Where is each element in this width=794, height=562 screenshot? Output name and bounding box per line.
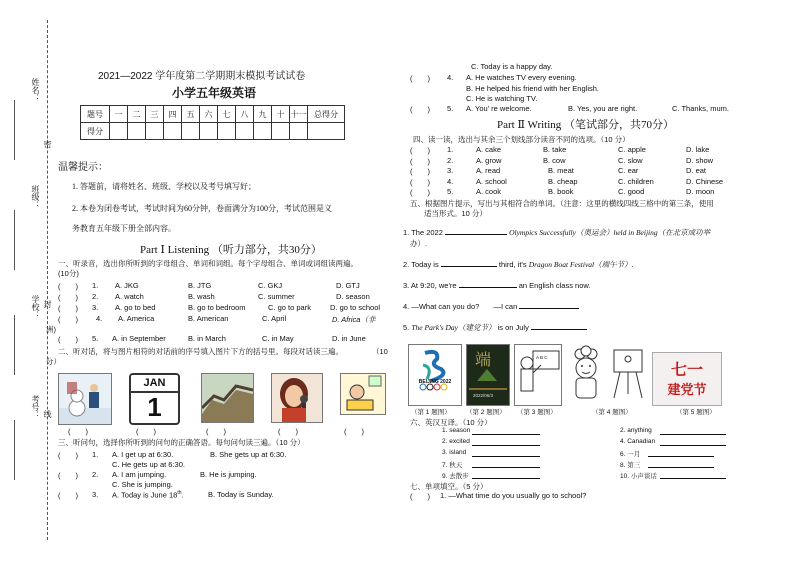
option-b: B. cheap	[548, 177, 578, 186]
q-num: 5.	[447, 187, 454, 196]
option-a	[112, 490, 184, 500]
binding-margin	[0, 0, 60, 562]
zongzi-icon	[467, 345, 509, 395]
easel-picture	[610, 344, 646, 404]
s5-l5-mid: The Park's Day（建党节）	[411, 323, 496, 332]
translate-prompt: 2. excited	[442, 438, 470, 445]
translate-prompt: 6. 一月	[620, 451, 641, 458]
answer-paren[interactable]: ( )	[58, 335, 78, 344]
option-a: A. I am jumping.	[112, 470, 167, 479]
exam-subtitle: 小学五年级英语	[172, 86, 257, 100]
chef-icon	[566, 344, 606, 404]
reading-icon	[341, 374, 385, 414]
option-a: A. grow	[476, 156, 502, 165]
easel-icon	[610, 344, 646, 404]
option-d: D. go to school	[330, 303, 381, 312]
snowman-picture	[58, 373, 112, 425]
name-line	[14, 100, 16, 160]
translate-item	[442, 438, 470, 445]
score-cell: 四	[164, 106, 182, 123]
s7-question-1: 1. —What time do you usually go to school?	[440, 491, 587, 500]
option-c: C. Thanks, mum.	[672, 104, 729, 113]
option-a: A. go to bed	[115, 303, 156, 312]
option-c: C. in May	[262, 334, 294, 343]
s5-l2-start: 2. Today is	[403, 260, 439, 269]
option-d: D. show	[686, 156, 714, 165]
option-c: C. ear	[618, 166, 639, 175]
wrap-text: 洲)	[46, 325, 56, 334]
answer-paren[interactable]: ( )	[410, 74, 430, 83]
class-label: 班级：	[31, 185, 40, 209]
picture-answer-paren[interactable]: ( )	[206, 427, 226, 436]
q-num: 1.	[447, 145, 454, 154]
tip-2: 2. 本卷为闭卷考试，考试时间为60分钟，卷面满分为100分，考试范围是义	[72, 204, 332, 213]
score-entry[interactable]	[200, 123, 218, 140]
score-cell: 六	[200, 106, 218, 123]
option-b: B. book	[548, 187, 574, 196]
seal-char-3: 线	[43, 410, 52, 418]
answer-blank[interactable]	[531, 329, 587, 330]
calendar-day: 1	[147, 392, 162, 422]
q-num: 1.	[92, 450, 99, 459]
answer-blank[interactable]	[472, 445, 540, 446]
party-day-title: 七一	[670, 360, 703, 379]
score-cell: 九	[254, 106, 272, 123]
score-value-row	[81, 123, 345, 140]
q-num: 3.	[92, 303, 99, 312]
option-a: A. I get up at 6:30.	[112, 450, 174, 459]
q-num: 2.	[92, 292, 99, 301]
option-d: D. Chinese	[686, 177, 724, 186]
option-c: C. He is watching TV.	[466, 94, 538, 103]
part1-title: Part Ⅰ Listening （听力部分，共30分）	[140, 244, 322, 256]
answer-paren[interactable]: ( )	[58, 293, 78, 302]
svg-text:端: 端	[475, 350, 492, 369]
option-d: D. in June	[332, 334, 366, 343]
score-entry[interactable]	[254, 123, 272, 140]
exam-title: 2021—2022 学年度第二学期期末模拟考试试卷	[98, 71, 306, 82]
option-b: B. wash	[188, 292, 215, 301]
score-entry[interactable]	[110, 123, 128, 140]
q-num: 4.	[96, 314, 103, 323]
option-c: C. April	[262, 314, 287, 323]
ordinal-suffix: th	[177, 490, 182, 496]
option-a: A. in September	[112, 334, 166, 343]
score-entry[interactable]	[290, 123, 308, 140]
option-b: B. Today is Sunday.	[208, 490, 274, 499]
score-cell: 三	[146, 106, 164, 123]
option-b: B. American	[188, 314, 229, 323]
q-num: 5.	[447, 104, 454, 113]
score-cell: 总得分	[308, 106, 345, 123]
option-d: D. GTJ	[336, 281, 360, 290]
translate-prompt: 7. 秋天	[442, 462, 463, 469]
s2-title: 二、听对话，将与图片相符的对话前的序号填入图片下方的括号里。每段对话读三遍。	[58, 347, 343, 356]
s5-l4-mid: —I can	[493, 302, 518, 311]
s5-l3-rest: an English class now.	[518, 281, 591, 290]
score-cell: 五	[182, 106, 200, 123]
option-d: D. moon	[686, 187, 715, 196]
answer-blank[interactable]	[648, 467, 714, 468]
option-c: C. She is jumping.	[112, 480, 173, 489]
picture-caption: （第 3 题图）	[517, 409, 557, 416]
option-a: A. You’ re welcome.	[466, 104, 532, 113]
picture-caption: （第 2 题图）	[466, 409, 506, 416]
great-wall-icon	[202, 374, 253, 422]
olympics-picture	[408, 344, 462, 406]
translate-item	[442, 460, 462, 469]
answer-blank[interactable]	[472, 456, 540, 457]
option-b: B. cow	[543, 156, 566, 165]
translate-item	[442, 449, 466, 456]
option-a: A. JKG	[115, 281, 139, 290]
option-d: D. Africa（非	[332, 315, 376, 324]
translate-prompt: 3. island	[442, 449, 467, 456]
class-line	[14, 210, 16, 270]
option-c: C. Today is a happy day.	[471, 62, 553, 71]
s5-l2-rest: Dragon Boat Festival（端午节）.	[528, 260, 634, 269]
answer-paren[interactable]: ( )	[410, 492, 430, 501]
option-c: C. go to park	[268, 303, 311, 312]
answer-blank[interactable]	[648, 456, 714, 457]
s5-l2-mid: third, it's	[498, 260, 527, 269]
seal-line	[47, 20, 48, 540]
answer-paren[interactable]: ( )	[58, 491, 78, 500]
great-wall-picture	[201, 373, 254, 423]
score-cell: 八	[236, 106, 254, 123]
answer-paren[interactable]: ( )	[58, 315, 78, 324]
q-num: 3.	[92, 490, 99, 499]
score-cell: 十一	[290, 106, 308, 123]
answer-blank[interactable]	[459, 287, 517, 288]
option-d: D. lake	[686, 145, 710, 154]
s4-title: 四、读一读，选出与其余三个划线部分读音不同的选项。（10 分）	[413, 135, 630, 144]
tip-3: 务教育五年级下册全部内容。	[72, 224, 176, 233]
s7-title: 七、单项填空。（5 分）	[410, 482, 488, 491]
blackboard-letters: A B C	[536, 355, 548, 360]
q-num: 1.	[92, 281, 99, 290]
answer-paren[interactable]: ( )	[410, 146, 430, 155]
option-b: B. take	[543, 145, 567, 154]
translate-prompt: 1. season	[442, 427, 471, 434]
teacher-icon	[515, 345, 561, 405]
s5-title: 五、根据图片提示，写出与其相符合的单词。（注意：这里的横线四线三格中的第三条，使用	[410, 199, 714, 208]
score-entry[interactable]	[236, 123, 254, 140]
answer-blank[interactable]	[472, 434, 540, 435]
s5-l5-rest: is on July	[497, 323, 529, 332]
score-cell: 七	[218, 106, 236, 123]
name-label: 姓名：	[31, 78, 40, 102]
answer-blank[interactable]	[445, 234, 507, 235]
score-entry[interactable]	[164, 123, 182, 140]
option-b: B. He helped his friend with her English.	[466, 84, 599, 93]
score-cell: 十	[272, 106, 290, 123]
s5-l1-start: 1. The 2022	[403, 228, 443, 237]
dragon-boat-date: 2022/06/3	[473, 393, 494, 398]
option-c: C. apple	[618, 145, 646, 154]
olympics-logo-text: BEIJING 2022	[418, 379, 452, 385]
answer-blank[interactable]	[519, 308, 579, 309]
seal-char-2: 封	[43, 300, 52, 308]
s5-l1-rest: Olympics Successfully（奥运会）held in Beijing（在北京成功举	[509, 228, 711, 237]
option-b: B. in March	[188, 334, 226, 343]
girl-singing-picture	[271, 373, 323, 423]
option-a-end: .	[181, 490, 184, 500]
option-b: B. meat	[548, 166, 574, 175]
translate-prompt: 9. 去散步	[442, 473, 469, 480]
translate-prompt: 10. 小声谈话	[620, 473, 657, 480]
option-c: C. summer	[258, 292, 295, 301]
part2-title: Part Ⅱ Writing （笔试部分，共70分）	[497, 119, 675, 131]
answer-paren[interactable]: ( )	[58, 282, 78, 291]
s6-title: 六、英汉互译。（10 分）	[410, 418, 492, 427]
picture-answer-paren[interactable]: ( )	[344, 427, 364, 436]
q-num: 3.	[447, 166, 454, 175]
translate-item	[442, 427, 470, 434]
score-entry[interactable]	[218, 123, 236, 140]
tip-1: 1. 答题前，请将姓名、班级、学校以及考号填写好；	[72, 182, 256, 191]
s2-score-cont: 分）	[46, 357, 61, 366]
q-num: 5.	[92, 334, 99, 343]
answer-blank[interactable]	[660, 445, 726, 446]
answer-blank[interactable]	[472, 478, 540, 479]
answer-paren[interactable]: ( )	[58, 471, 78, 480]
option-c: C. children	[618, 177, 654, 186]
s1-title: 一、听录音，选出你所听到的字母组合、单词和词组。每个字母组合、单词或词组读两遍。	[58, 259, 358, 268]
option-a: A. read	[476, 166, 501, 175]
picture-caption: （第 4 题图）	[592, 409, 632, 416]
seal-char-1: 密	[43, 140, 52, 148]
score-entry[interactable]	[182, 123, 200, 140]
option-a: A. cake	[476, 145, 502, 154]
answer-blank[interactable]	[441, 266, 497, 267]
option-b: B. JTG	[188, 281, 212, 290]
score-entry[interactable]	[146, 123, 164, 140]
option-c: C. good	[618, 187, 645, 196]
school-line	[14, 315, 16, 375]
q-num: 4.	[447, 177, 454, 186]
answer-paren[interactable]: ( )	[58, 451, 78, 460]
s5-l1-cont: 办）.	[410, 239, 428, 248]
option-d: D. eat	[686, 166, 707, 175]
answer-paren[interactable]: ( )	[410, 188, 430, 197]
s5-line4	[403, 302, 579, 311]
picture-answer-paren[interactable]: ( )	[278, 427, 298, 436]
q-num: 2.	[447, 156, 454, 165]
translate-item	[620, 427, 652, 434]
school-label: 学校：	[31, 295, 40, 319]
score-header-row	[81, 106, 345, 123]
option-b: B. Yes, you are right.	[568, 104, 638, 113]
picture-answer-paren[interactable]: ( )	[136, 427, 156, 436]
answer-paren[interactable]: ( )	[410, 157, 430, 166]
s5-l5-num: 5.	[403, 323, 410, 332]
q-num: 2.	[92, 470, 99, 479]
answer-paren[interactable]: ( )	[58, 304, 78, 313]
option-b: B. He is jumping.	[200, 470, 257, 479]
score-cell: 二	[128, 106, 146, 123]
chef-picture	[566, 344, 606, 404]
score-row-label: 得分	[81, 123, 110, 140]
option-d: D. season	[336, 292, 370, 301]
answer-blank[interactable]	[660, 478, 726, 479]
calendar-month: JAN	[131, 375, 178, 393]
reading-picture	[340, 373, 386, 415]
s5-l4-start: 4. —What can you do?	[403, 302, 480, 311]
s5-line1	[403, 227, 710, 238]
score-entry[interactable]	[272, 123, 290, 140]
s5-line2	[403, 259, 634, 270]
exam-no-line	[14, 420, 16, 480]
option-a-text: A. Today is June 18	[112, 490, 178, 500]
tips-title: 温馨提示：	[58, 162, 108, 173]
option-a: A. watch	[115, 292, 144, 301]
s5-l3-start: 3. At 9:20, we're	[403, 281, 457, 290]
score-cell: 题号	[81, 106, 110, 123]
score-table	[80, 105, 345, 140]
s5-line5	[403, 322, 587, 333]
snowman-icon	[59, 374, 111, 424]
option-a: A. school	[476, 177, 507, 186]
translate-prompt: 2. anything	[620, 427, 652, 434]
option-c: C. slow	[618, 156, 643, 165]
option-c: C. GKJ	[258, 281, 283, 290]
translate-prompt: 8. 第三	[620, 462, 641, 469]
s3-title: 三、听问句，选择你所听到的问句的正确答语。每句问句读三遍。（10 分）	[58, 438, 305, 447]
exam-no-label: 考号：	[31, 395, 40, 419]
calendar-picture	[129, 373, 180, 425]
translate-item	[442, 471, 469, 480]
picture-caption: （第 1 题图）	[411, 409, 451, 416]
translate-item	[620, 471, 657, 480]
classroom-picture	[514, 344, 562, 406]
translate-item	[620, 449, 640, 458]
option-b: B. She gets up at 6:30.	[210, 450, 287, 459]
answer-paren[interactable]: ( )	[410, 105, 430, 114]
answer-paren[interactable]: ( )	[410, 167, 430, 176]
score-cell: 一	[110, 106, 128, 123]
score-entry[interactable]	[308, 123, 345, 140]
party-day-picture	[652, 352, 722, 406]
dragon-boat-picture	[466, 344, 510, 406]
translate-item	[620, 438, 655, 445]
option-b: B. go to bedroom	[188, 303, 246, 312]
translate-item	[620, 460, 640, 469]
picture-caption: （第 5 题图）	[676, 409, 716, 416]
q-num: 4.	[447, 73, 454, 82]
answer-paren[interactable]: ( )	[410, 178, 430, 187]
translate-prompt: 4. Canadian	[620, 438, 656, 445]
s2-score: （10	[372, 347, 388, 356]
girl-singing-icon	[272, 374, 322, 422]
option-a: A. America	[118, 314, 155, 323]
option-a: A. cook	[476, 187, 502, 196]
picture-answer-paren[interactable]: ( )	[68, 427, 88, 436]
answer-blank[interactable]	[472, 467, 540, 468]
option-c: C. He gets up at 6:30.	[112, 460, 185, 469]
s5-line3	[403, 281, 590, 290]
option-a: A. He watches TV every evening.	[466, 73, 577, 82]
answer-blank[interactable]	[660, 434, 726, 435]
score-entry[interactable]	[128, 123, 146, 140]
s1-score: (10分)	[58, 269, 79, 278]
s5-title-cont: 适当形式。10 分）	[424, 209, 487, 218]
party-day-subtitle: 建党节	[667, 383, 707, 398]
